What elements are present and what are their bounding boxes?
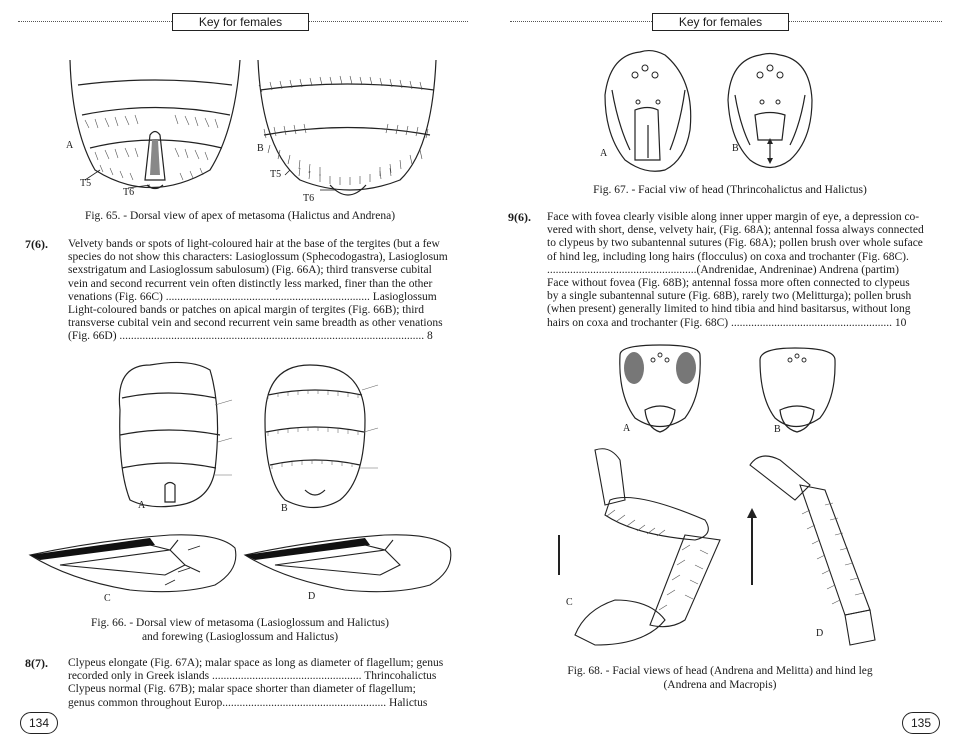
couplet-7-number: 7(6). xyxy=(25,237,48,251)
fig65-label-t6-left: T6 xyxy=(123,187,135,198)
couplet-8-number: 8(7). xyxy=(25,656,48,670)
couplet-9-line: ....................................................(Andrenidae, Andreninae) Andrena (partim) xyxy=(547,263,899,276)
couplet-9-line: hairs on coxa and trochanter (Fig. 68C) ........................................................ 10 xyxy=(547,316,907,329)
fig68-label-b: B xyxy=(774,424,781,435)
fig66-label-b: B xyxy=(281,503,288,514)
fig67-label-b: B xyxy=(732,143,739,154)
couplet-9-line: to clypeus by two subantennal sutures (Fig. 68A); pollen brush over whole suface xyxy=(547,237,923,250)
couplet-8-text xyxy=(68,657,456,710)
couplet-8-line: recorded only in Greek islands .................................................... Thrincohalictus xyxy=(68,670,437,683)
couplet-7-line: sexstrigatum and Lasioglossum sabulosum) (Fig. 66A); third transverse cubital xyxy=(68,264,432,277)
couplet-7-line: vein and second recurrent vein often distinctly less marked, finer than the other xyxy=(68,277,433,290)
fig66-label-a: A xyxy=(138,500,146,511)
couplet-9-text xyxy=(547,211,935,330)
fig65-label-b: B xyxy=(257,143,264,154)
fig68-label-a: A xyxy=(623,423,631,434)
fig65-label-t5-left: T5 xyxy=(80,178,92,189)
fig66-caption: Fig. 66. - Dorsal view of metasoma (Lasioglossum and Halictus) and forewing (Lasioglossum and Halictus) xyxy=(91,617,389,643)
couplet-9-number: 9(6). xyxy=(508,210,531,224)
fig67-label-a: A xyxy=(600,148,608,159)
fig68-label-d: D xyxy=(816,628,824,639)
couplet-9-line: Face with fovea clearly visible along inner upper margin of eye, a depression co- xyxy=(547,211,920,223)
fig67-facial-view-drawing xyxy=(590,40,890,180)
fig66-metasoma-and-forewing-drawing xyxy=(0,350,470,610)
couplet-8-line: Clypeus normal (Fig. 67B); malar space shorter than diameter of flagellum; xyxy=(68,683,416,696)
couplet-7-line: species do not show this characters: Lasioglossum (Sphecodogastra), Lasioglosum xyxy=(68,251,448,264)
couplet-7-line: transverse cubital vein and second recurrent vein same breadth as other venations xyxy=(68,317,443,330)
fig68-label-c: C xyxy=(566,597,573,608)
right-page xyxy=(480,0,960,747)
running-header-right: Key for females xyxy=(652,13,789,31)
fig65-caption: Fig. 65. - Dorsal view of apex of metasoma (Halictus and Andrena) xyxy=(84,210,396,222)
couplet-9-line: Face without fovea (Fig. 68B); antennal fossa more often connected to clypeus xyxy=(547,277,910,290)
couplet-8-line: Clypeus elongate (Fig. 67A); malar space as long as diameter of flagellum; genus xyxy=(68,657,444,669)
fig66-label-d: D xyxy=(308,591,316,602)
couplet-7-line: Light-coloured bands or patches on apical margin of tergites (Fig. 66B); third xyxy=(68,304,424,317)
couplet-8-line: genus common throughout Europ......................................................... Halictus xyxy=(68,696,428,709)
couplet-9-line: of hind leg, including long hairs (flocculus) on coxa and trochanter (Fig. 68C). xyxy=(547,250,909,263)
couplet-9-line: (when present) generally limited to hind tibia and hind basitarsus, without long xyxy=(547,303,911,316)
fig67-caption: Fig. 67. - Facial viw of head (Thrincohalictus and Halictus) xyxy=(593,184,867,196)
fig65-label-t6-right: T6 xyxy=(303,193,315,204)
running-header-left: Key for females xyxy=(172,13,309,31)
fig68-head-drawings xyxy=(610,340,870,440)
couplet-9-line: by a single subantennal suture (Fig. 68B), rarely two (Melitturga); pollen brush xyxy=(547,290,912,303)
page-number-right: 135 xyxy=(902,712,940,734)
fig65-label-a: A xyxy=(66,140,74,151)
couplet-7-line: Velvety bands or spots of light-coloured hair at the base of the tergites (but a few xyxy=(68,238,440,250)
couplet-9-line: vered with short, dense, velvety hair, (Fig. 68A); antennal fossa always connected xyxy=(547,224,924,237)
page-number-left: 134 xyxy=(20,712,58,734)
fig65-label-t5-right: T5 xyxy=(270,169,282,180)
fig68-hind-leg-drawings xyxy=(555,440,935,650)
fig66-label-c: C xyxy=(104,593,111,604)
couplet-7-text xyxy=(68,238,456,344)
fig68-caption: Fig. 68. - Facial views of head (Andrena and Melitta) and hind leg (Andrena and Macropis) xyxy=(567,665,873,691)
couplet-7-line: (Fig. 66D) .......................................................................................................... 8 xyxy=(68,330,433,343)
couplet-7-line: venations (Fig. 66C) ....................................................................... Lasioglossum xyxy=(68,290,437,303)
